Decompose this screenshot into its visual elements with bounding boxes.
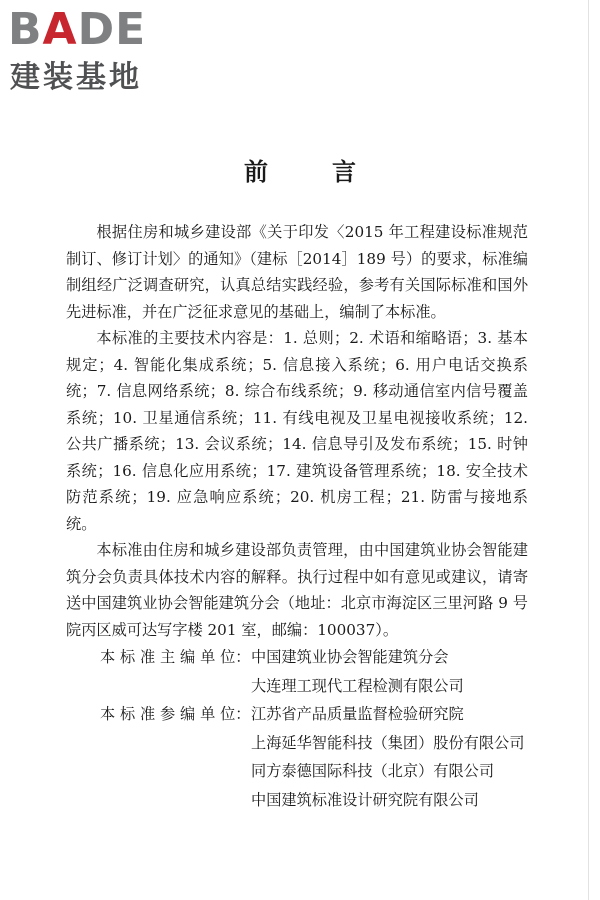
participant-unit: 江苏省产品质量监督检验研究院 bbox=[251, 705, 464, 723]
bade-logo bbox=[8, 4, 178, 100]
page-title: 前 言 bbox=[244, 157, 376, 186]
chief-editor-units bbox=[66, 643, 528, 700]
paragraph-management: 本标准由住房和城乡建设部负责管理，由中国建筑业协会智能建筑分会负责具体技术内容的解释。执行过程中如有意见或建议，请寄送中国建筑业协会智能建筑分会（地址：北京市海淀区三里河路 9 号院丙区威可达写字楼 201 室，邮编：100037）。 bbox=[66, 541, 528, 639]
paragraph-compilation-basis: 根据住房和城乡建设部《关于印发〈2015 年工程建设标准规范制订、修订计划〉的通知》（建标［2014］189 号）的要求，标准编制组经广泛调查研究，认真总结实践经验，参考有关国际标准和国外先进标准，并在广泛征求意见的基础上，编制了本标准。 bbox=[66, 223, 528, 321]
chief-editor-label: 本 标 准 主 编 单 位： bbox=[100, 648, 251, 666]
preface-body bbox=[66, 219, 528, 814]
paragraph-technical-contents: 本标准的主要技术内容是：1. 总则；2. 术语和缩略语；3. 基本规定；4. 智能化集成系统；5. 信息接入系统；6. 用户电话交换系统；7. 信息网络系统；8. 综合布线系统；9. 移动通信室内信号覆盖系统；10. 卫星通信系统；11. 有线电视及卫星电视接收系统；12. 公共广播系统；13. 会议系统；14. 信息导引及发布系统；15. 时钟系统；16. 信息化应用系统；17. 建筑设备管理系统；18. 安全技术防范系统；19. 应急响应系统；20. 机房工程；21. 防雷与接地系统。 bbox=[66, 329, 528, 533]
participant-label: 本 标 准 参 编 单 位： bbox=[100, 705, 251, 723]
participant-unit: 中国建筑标准设计研究院有限公司 bbox=[251, 790, 479, 809]
participant-unit: 上海延华智能科技（集团）股份有限公司 bbox=[251, 733, 525, 752]
participant-units bbox=[66, 700, 528, 814]
logo-subtitle: 建装基地 bbox=[10, 60, 142, 95]
page-edge-divider bbox=[588, 0, 589, 900]
participant-unit: 同方泰德国际科技（北京）有限公司 bbox=[251, 762, 494, 780]
logo-wordmark: BADE bbox=[8, 4, 147, 55]
chief-editor-unit: 大连理工现代工程检测有限公司 bbox=[251, 676, 464, 695]
chief-editor-unit: 中国建筑业协会智能建筑分会 bbox=[251, 648, 449, 666]
logo-accent-letter: A bbox=[42, 4, 78, 55]
